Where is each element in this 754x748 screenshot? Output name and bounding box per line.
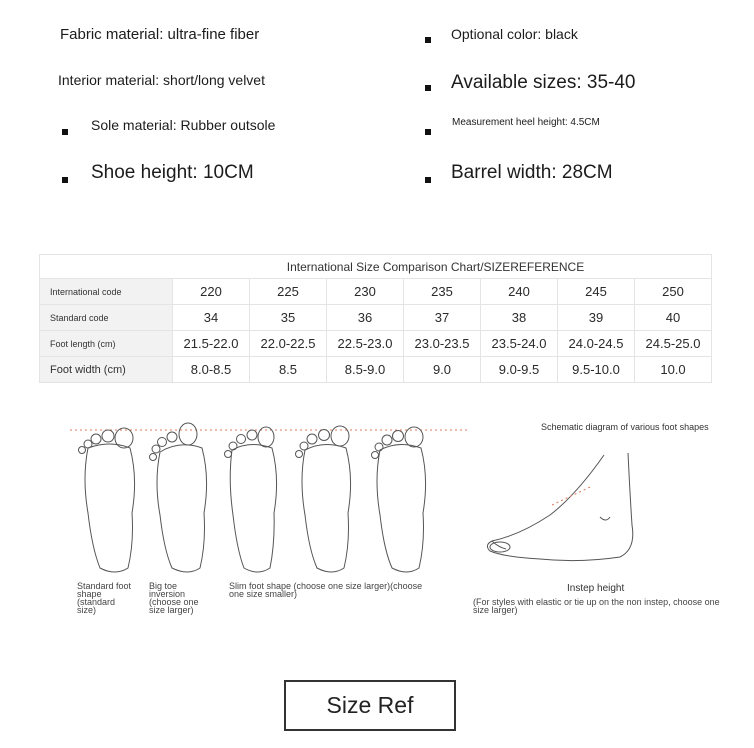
table-cell: 36 (327, 305, 404, 331)
slim-foot-icon (225, 427, 277, 572)
bullet-icon (425, 37, 431, 43)
table-row (40, 305, 712, 331)
foot-outline-icon (372, 427, 426, 572)
table-cell: 8.5-9.0 (327, 357, 404, 383)
table-cell: 9.0-9.5 (481, 357, 558, 383)
spec-fabric-material: Fabric material: ultra-fine fiber (60, 26, 260, 43)
row-label-international-code: International code (40, 279, 173, 305)
diagram-title: Schematic diagram of various foot shapes (541, 422, 709, 432)
table-cell: 37 (404, 305, 481, 331)
table-cell: 22.5-23.0 (327, 331, 404, 357)
table-cell: 245 (558, 279, 635, 305)
spec-barrel-width: Barrel width: 28CM (451, 162, 613, 183)
table-cell: 230 (327, 279, 404, 305)
instep-height-label: Instep height (567, 583, 625, 594)
table-cell: 10.0 (635, 357, 712, 383)
bullet-icon (425, 177, 431, 183)
bullet-icon (62, 129, 68, 135)
size-ref-label: Size Ref (284, 680, 456, 731)
big-toe-foot-icon (150, 423, 207, 572)
spec-optional-color: Optional color: black (451, 26, 578, 42)
table-cell: 225 (250, 279, 327, 305)
bullet-icon (425, 85, 431, 91)
spec-available-sizes: Available sizes: 35-40 (451, 72, 636, 93)
table-cell: 250 (635, 279, 712, 305)
row-label-foot-width: Foot width (cm) (40, 357, 173, 383)
bullet-icon (62, 177, 68, 183)
caption-slim-foot: Slim foot shape (choose one size larger)(choose one size smaller) (229, 581, 423, 599)
table-cell: 8.0-8.5 (173, 357, 250, 383)
table-cell: 38 (481, 305, 558, 331)
table-cell: 235 (404, 279, 481, 305)
instep-note: (For styles with elastic or tie up on the non instep, choose one size larger) (473, 597, 720, 615)
table-cell: 9.5-10.0 (558, 357, 635, 383)
caption-standard-foot: Standard foot shape (standard size) (77, 581, 132, 615)
table-cell: 240 (481, 279, 558, 305)
spec-interior-material: Interior material: short/long velvet (58, 72, 265, 88)
size-comparison-table (39, 254, 712, 383)
instep-side-foot-icon (480, 445, 640, 570)
bullet-icon (425, 129, 431, 135)
row-label-foot-length: Foot length (cm) (40, 331, 173, 357)
table-row (40, 279, 712, 305)
table-cell: 24.5-25.0 (635, 331, 712, 357)
spec-shoe-height: Shoe height: 10CM (91, 162, 254, 183)
table-row (40, 357, 712, 383)
table-title: International Size Comparison Chart/SIZEREFERENCE (40, 255, 712, 279)
spec-heel-height: Measurement heel height: 4.5CM (452, 117, 600, 128)
spec-sole-material: Sole material: Rubber outsole (91, 117, 276, 133)
table-cell: 40 (635, 305, 712, 331)
foot-shapes-illustration (60, 418, 480, 578)
table-row (40, 331, 712, 357)
table-cell: 220 (173, 279, 250, 305)
table-cell: 24.0-24.5 (558, 331, 635, 357)
table-cell: 23.5-24.0 (481, 331, 558, 357)
table-cell: 23.0-23.5 (404, 331, 481, 357)
table-cell: 39 (558, 305, 635, 331)
table-cell: 21.5-22.0 (173, 331, 250, 357)
table-cell: 34 (173, 305, 250, 331)
table-cell: 35 (250, 305, 327, 331)
table-cell: 9.0 (404, 357, 481, 383)
table-cell: 8.5 (250, 357, 327, 383)
foot-outline-icon (296, 426, 351, 572)
standard-foot-icon (79, 428, 135, 572)
caption-big-toe: Big toe inversion (choose one size larger) (149, 581, 199, 615)
row-label-standard-code: Standard code (40, 305, 173, 331)
table-title-row (40, 255, 712, 279)
table-cell: 22.0-22.5 (250, 331, 327, 357)
